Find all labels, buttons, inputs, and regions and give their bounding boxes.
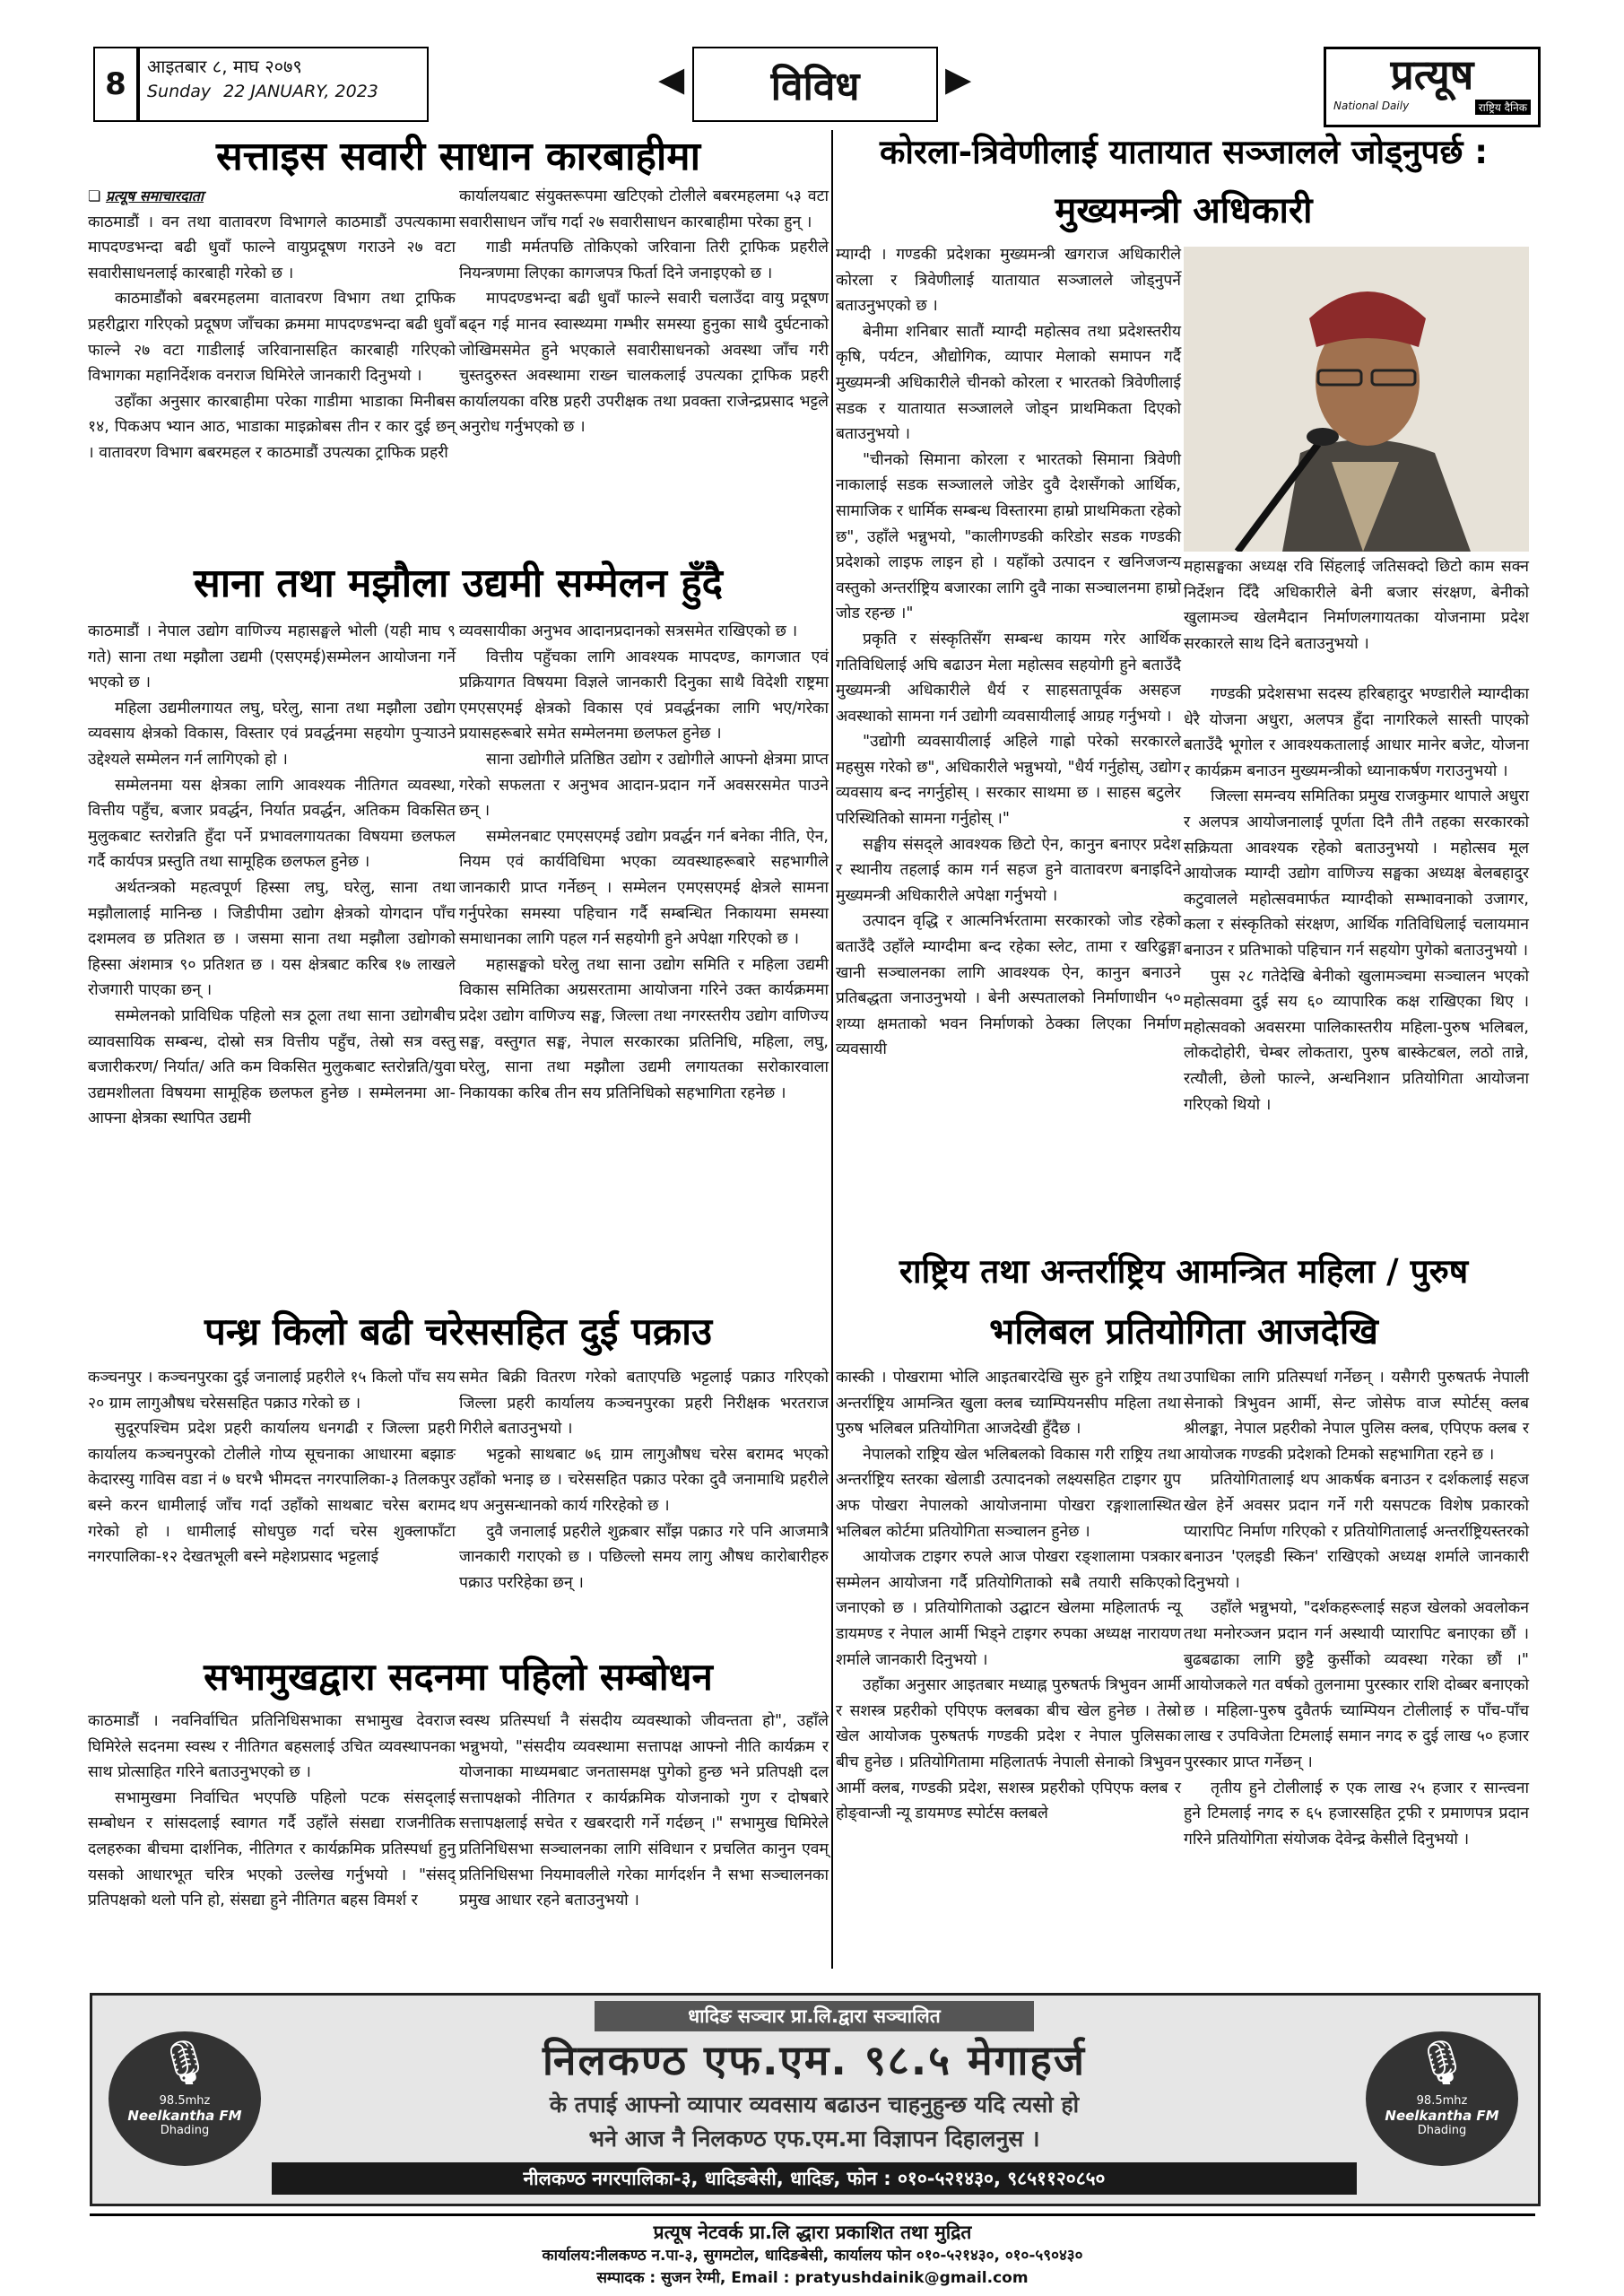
- ad-line-2: भने आज नै निलकण्ठ एफ.एम.मा विज्ञापन दिहालनुस ।: [588, 2126, 1040, 2152]
- section-title: विविध: [770, 64, 860, 109]
- paragraph: उहाँले भन्नुभयो, "दर्शकहरूलाई सहज खेलको अवलोकन तथा मनोरञ्जन प्रदान गर्न अस्थायी प्यारापिट बनाएका छौं । बुढबढाका लागि छुट्टै कुर्सीको व्यवस्था गरेका छौं ।" आयोजकले गत वर्षको तुलनामा पुरस्कार राशि दोब्बर बनाएको छ । महिला-पुरुष दुवैतर्फ च्याम्पियन टोलीलाई रु पाँच-पाँच लाख र उपविजेता टिमलाई समान नगद रु दुई लाख ५० हजार पुरस्कार प्राप्त गर्नेछन् ।: [1184, 1599, 1529, 1771]
- page-header: [86, 47, 1539, 126]
- ad-title: निलकण्ठ एफ.एम. ९८.५ मेगाहर्ज: [543, 2036, 1086, 2084]
- ad-logo-place: Dhading: [160, 2124, 210, 2137]
- portrait-illustration: [1184, 247, 1529, 552]
- byline-text: प्रत्यूष समाचारदाता: [105, 187, 204, 204]
- ad-logo-name: Neelkantha FM: [1385, 2108, 1499, 2124]
- article-6-col-2: [1184, 1365, 1529, 1852]
- ad-line-1: के तपाई आफ्नो व्यापार व्यवसाय बढाउन चाहनुहुन्छ यदि त्यसो हो: [549, 2092, 1080, 2118]
- paragraph: कञ्चनपुर । कञ्चनपुरका दुई जनालाई प्रहरीले १५ किलो पाँच सय २० ग्राम लागुऔषध चरेससहित पक्राउ गरेको छ ।: [88, 1369, 456, 1413]
- footer-publisher: प्रत्यूष नेटवर्क प्रा.लि द्धारा प्रकाशित तथा मुद्रित: [653, 2222, 972, 2243]
- logo-sub-nepali: राष्ट्रिय दैनिक: [1475, 100, 1531, 115]
- logo-text: प्रत्यूष: [1390, 50, 1474, 99]
- paragraph: काठमाडौं । नेपाल उद्योग वाणिज्य महासङ्घले भोली (यही माघ ९ गते) साना तथा मझौला उद्यमी (एसएमई)सम्मेलन आयोजना गर्ने भएको छ ।: [88, 622, 456, 692]
- date-box: [138, 47, 429, 122]
- paragraph: जिल्ला समन्वय समितिका प्रमुख राजकुमार थापाले अधुरा र अलपत्र आयोजनालाई पूर्णता दिनै तीनै तहका सरकारको सक्रियता आवश्यक रहेको बताउनुभयो । महोत्सव मूल आयोजक म्याग्दी उद्योग वाणिज्य सङ्घका अध्यक्ष बेलबहादुर कटुवालले महोत्सवमार्फत म्याग्दीको सम्भावनाको उजागर, कला र संस्कृतिको संरक्षण, आर्थिक गतिविधिलाई चलायमान बनाउन र प्रतिभाको पहिचान गर्न सहयोग पुगेको बताउनुभयो ।: [1184, 787, 1529, 960]
- paragraph: महासङ्घको घरेलु तथा साना उद्योग समिति र महिला उद्यमी विकास समितिका अग्रसरतामा आयोजना गरिने उक्त कार्यक्रममा प्रदेश उद्योग वाणिज्य सङ्घ, जिल्ला तथा नगरस्तरीय उद्योग वाणिज्य सङ्घ, वस्तुगत सङ्घ, नेपाल सरकारका प्रतिनिधि, महिला, लघु, घरेलु, साना तथा मझौला उद्यमी लगायतका सरोकारवाला निकायका करिब तीन सय प्रतिनिधिको सहभागिता रहनेछ ।: [459, 955, 829, 1102]
- paragraph: काठमाडौं । नवनिर्वाचित प्रतिनिधिसभाका सभामुख देवराज घिमिरेले सदनमा स्वस्थ र नीतिगत बहसलाई उचित व्यवस्थापनका साथ प्रोत्साहित गरिने बताउनुभएको छ ।: [88, 1712, 456, 1782]
- footer-office: कार्यालय:नीलकण्ठ न.पा-३, सुगमटोल, धादिङबेसी, कार्यालय फोन ०१०-५२१४३०, ०१०-५९०४३०: [542, 2247, 1083, 2265]
- paragraph: गण्डकी प्रदेशसभा सदस्य हरिबहादुर भण्डारीले म्याग्दीका धेरै योजना अधुरा, अलपत्र हुँदा नागरिकले सास्ती पाएको बताउँदै भूगोल र आवश्यकतालाई आधार मानेर बजेट, योजना र कार्यक्रम बनाउन मुख्यमन्त्रीको ध्यानाकर्षण गराउनुभयो ।: [1184, 685, 1529, 780]
- ad-left-logo: [109, 2031, 261, 2166]
- article-4-col-2: [459, 1709, 829, 1914]
- article-5-title-line-2: मुख्यमन्त्री अधिकारी: [1055, 190, 1313, 231]
- paragraph: पुस २८ गतेदेखि बेनीको खुलामञ्चमा सञ्चालन भएको महोत्सवमा दुई सय ६० व्यापारिक कक्ष राखिएका थिए । महोत्सवको अवसरमा पालिकास्तरीय महिला-पुरुष भलिबल, लोकदोहोरी, चेम्बर लोकतारा, पुरुष बास्केटबल, लठो तान्ने, रत्यौली, छेलो फाल्ने, अन्धनिशान प्रतियोगिता आयोजना गरिएको थियो ।: [1184, 967, 1529, 1114]
- footer: [90, 2221, 1535, 2290]
- paragraph: काठमाडौं । वन तथा वातावरण विभागले काठमाडौं उपत्यकामा मापदण्डभन्दा बढी धुवाँ फाल्ने वायुप्रदूषण गराउने २७ वटा सवारीसाधनलाई कारबाही गरेको छ ।: [88, 213, 456, 283]
- paragraph: उहाँका अनुसार कारबाहीमा परेका गाडीमा भाडाका मिनीबस १४, पिकअप भ्यान आठ, भाडाका माइक्रोबस तीन र कार दुई छन् । वातावरण विभाग बबरमहल र काठमाडौं उपत्यका ट्राफिक प्रहरी: [88, 392, 456, 462]
- article-1-col-2: [459, 184, 829, 440]
- caption-text: महासङ्घका अध्यक्ष रवि सिंहलाई जतिसक्दो छिटो काम सक्न निर्देशन दिँदै अधिकारीले बेनी बजार संरक्षण, बेनीको खुलामञ्च खेलमैदान निर्माणलगायतका योजनामा प्रदेश सरकारले साथ दिने बताउनुभयो ।: [1184, 558, 1529, 653]
- article-4-title: सभामुखद्वारा सदनमा पहिलो सम्बोधन: [204, 1655, 713, 1699]
- paragraph: तृतीय हुने टोलीलाई रु एक लाख २५ हजार र सान्त्वना हुने टिमलाई नगद रु ६५ हजारसहित ट्रफी र प्रमाणपत्र प्रदान गरिने प्रतियोगिता संयोजक देवेन्द्र केसीले दिनुभयो ।: [1184, 1779, 1529, 1848]
- paragraph: बेनीमा शनिबार सातौं म्याग्दी महोत्सव तथा प्रदेशस्तरीय कृषि, पर्यटन, औद्योगिक, व्यापार मेलाको समापन गर्दै मुख्यमन्त्री अधिकारीले चीनको कोरला र भारतको त्रिवेणीलाई सडक र यातायात सञ्जालले जोड्न प्राथमिकता दिएको बताउनुभयो ।: [836, 322, 1181, 444]
- paragraph: सुदूरपश्चिम प्रदेश प्रहरी कार्यालय धनगढी र जिल्ला प्रहरी कार्यालय कञ्चनपुरको टोलीले गोप्य सूचनाका आधारमा बझाङ केदारस्यु गाविस वडा नं ७ घरभै भीमदत्त नगरपालिका-३ तिलकपुर बस्ने करन धामीलाई जाँच गर्दा उहाँको साथबाट चरेस बरामद गरेको हो । धामीलाई सोधपुछ गर्दा चरेस शुक्लाफाँटा नगरपालिका-१२ देखतभूली बस्ने महेशप्रसाद भट्टलाई: [88, 1420, 456, 1567]
- paragraph: कार्यालयबाट संयुक्तरूपमा खटिएको टोलीले बबरमहलमा ५३ वटा सवारीसाधन जाँच गर्दा २७ सवारीसाधन कारबाहीमा परेका हुन् ।: [459, 187, 829, 231]
- article-2-col-1: [88, 619, 456, 1132]
- article-6-title-line-2: भलिबल प्रतियोगिता आजदेखि: [989, 1311, 1378, 1352]
- article-2-title: साना तथा मझौला उद्यमी सम्मेलन हुँदै: [193, 561, 724, 606]
- article-5-col-2: [1184, 682, 1529, 1118]
- paragraph: मापदण्डभन्दा बढी धुवाँ फाल्ने सवारी चलाउँदा वायु प्रदूषण बढ्न गई मानव स्वास्थ्यमा गम्भीर समस्या हुनुका साथै दुर्घटनाको जोखिमसमेत हुने भएकाले सवारीसाधनको अवस्था जाँच गरी चुस्तदुरुस्त अवस्थामा राख्न चालकलाई उपत्यका ट्राफिक प्रहरी कार्यालयका वरिष्ठ प्रहरी उपरीक्षक तथा प्रवक्ता राजेन्द्रप्रसाद भट्टले अनुरोध गर्नुभएको छ ।: [459, 290, 829, 437]
- footer-editor: सम्पादक : सुजन रेग्मी, Email : pratyushdainik@gmail.com: [596, 2269, 1029, 2287]
- article-5-col-1: [836, 242, 1181, 1063]
- paragraph: सम्मेलनको प्राविधिक पहिलो सत्र ठूला तथा साना उद्योगबीच व्यावसायिक सम्बन्ध, दोस्रो सत्र वित्तीय पहुँच, तेस्रो सत्र वस्तु बजारीकरण/ निर्यात/ अति कम विकसित मुलुकबाट स्तरोन्नति/युवा उद्यमशीलता विषयमा सामूहिक छलफल हुनेछ । सम्मेलनमा आ-आफ्ना क्षेत्रका स्थापित उद्यमी: [88, 1006, 456, 1128]
- ad-logo-place: Dhading: [1417, 2124, 1467, 2137]
- paragraph: साना उद्योगीले प्रतिष्ठित उद्योग र उद्योगीले आफ्नो क्षेत्रमा प्राप्त गरेको सफलता र अनुभव आदान-प्रदान गर्ने अवसरसमेत पाउने छन् ।: [459, 750, 829, 821]
- paragraph: सभामुखमा निर्वाचित भएपछि पहिलो पटक संसद्लाई सम्बोधन र सांसदलाई स्वागत गर्दै उहाँले संसद्या राजनीतिक दलहरुका बीचमा दार्शनिक, नीतिगत र कार्यक्रमिक प्रतिस्पर्धा हुनु यसको आधारभूत चरित्र भएको उल्लेख गर्नुभयो । "संसद् प्रतिपक्षको थलो पनि हो, संसद्या हुने नीतिगत बहस विमर्श र: [88, 1788, 456, 1910]
- paragraph: उहाँका अनुसार आइतबार मध्याह्न पुरुषतर्फ त्रिभुवन आर्मी र सशस्त्र प्रहरीको एपिएफ क्लबका बीच खेल हुनेछ । तेस्रो खेल आयोजक पुरुषतर्फ गण्डकी प्रदेश र नेपाल पुलिसका बीच हुनेछ । प्रतियोगितामा महिलातर्फ नेपाली सेनाको त्रिभुवन आर्मी क्लब, गण्डकी प्रदेश, सशस्त्र प्रहरीको एपिएफ क्लब र होङ्वान्जी न्यू डायमण्ड स्पोर्टस क्लबले: [836, 1676, 1181, 1823]
- ad-operated-by: [595, 2001, 1034, 2031]
- article-1-title: सत्ताइस सवारी साधान कारबाहीमा: [215, 134, 701, 179]
- paragraph: कास्की । पोखरामा भोलि आइतबारदेखि सुरु हुने राष्ट्रिय तथा अन्तर्राष्ट्रिय आमन्त्रित खुला क्लब च्याम्पियनसीप महिला तथा पुरुष भलिबल प्रतियोगिता आजदेखी हुँदैछ ।: [836, 1369, 1181, 1439]
- ad-address: नीलकण्ठ नगरपालिका-३, धादिङबेसी, धादिङ, फोन : ०१०-५२१४३०, ९८५११२०८५०: [523, 2168, 1106, 2189]
- paragraph: भट्टको साथबाट ७६ ग्राम लागुऔषध चरेस बरामद भएको उहाँको भनाइ छ । चरेससहित पक्राउ परेका दुवै जनामाथि प्रहरीले थप अनुसन्धानको कार्य गरिरहेको छ ।: [459, 1445, 829, 1515]
- paragraph: वित्तीय पहुँचका लागि आवश्यक मापदण्ड, कागजात एवं प्रक्रियागत विषयमा विज्ञले जानकारी दिनुका साथै विदेशी राष्ट्रमा एमएसएमई क्षेत्रको विकास एवं प्रवर्द्धनका लागि भए/गरेका प्रयासहरूबारे समेत सम्मेलनमा छलफल हुनेछ ।: [459, 648, 829, 744]
- next-section-arrow[interactable]: ▶: [945, 59, 972, 99]
- byline-icon: ❏: [88, 187, 106, 204]
- paragraph: सम्मेलनबाट एमएसएमई उद्योग प्रवर्द्धन गर्न बनेका नीति, ऐन, नियम एवं कार्यविधिमा भएका व्यवस्थाहरूबारे सहभागीले जानकारी प्राप्त गर्नेछन् । सम्मेलन एमएसएमई क्षेत्रले सामना गर्नुपरेका समस्या पहिचान गर्दै सम्बन्धित निकायमा समस्या समाधानका लागि पहल गर्न सहयोगी हुने अपेक्षा गरिएको छ ।: [459, 827, 829, 949]
- article-5-title-line-1: कोरला-त्रिवेणीलाई यातायात सञ्जालले जोड्नुपर्छ :: [879, 133, 1489, 171]
- column-divider: [831, 130, 833, 1969]
- ad-logo-name: Neelkantha FM: [127, 2108, 242, 2124]
- fm-advertisement[interactable]: [90, 1993, 1541, 2206]
- paragraph: "चीनको सिमाना कोरला र भारतको सिमाना त्रिवेणी नाकालाई सडक सञ्जालले जोडेर दुवै देशसँगको आर्थिक, सामाजिक र धार्मिक सम्बन्ध विस्तारमा हाम्रो प्राथमिकता रहेको छ", उहाँले भन्नुभयो, "कालीगण्डकी करिडोर सडक गण्डकी प्रदेशको लाइफ लाइन हो । यहाँको उत्पादन र खनिजजन्य वस्तुको अन्तर्राष्ट्रिय बजारका लागि दुवै नाका सञ्चालनमा हाम्रो जोड रहन्छ ।": [836, 450, 1181, 623]
- paragraph: उत्पादन वृद्धि र आत्मनिर्भरतामा सरकारको जोड रहेको बताउँदै उहाँले म्याग्दीमा बन्द रहेका स्लेट, तामा र खरिढुङ्गा खानी सञ्चालनका लागि आवश्यक ऐन, कानुन बनाउने प्रतिबद्धता जनाउनुभयो । बेनी अस्पतालको निर्माणाधीन ५० शय्या क्षमताको भवन निर्माणको ठेक्का लिएका निर्माण व्यवसायी: [836, 912, 1181, 1059]
- paragraph: काठमाडौंको बबरमहलमा वातावरण विभाग तथा ट्राफिक प्रहरीद्वारा गरिएको प्रदूषण जाँचका क्रममा मापदण्डभन्दा बढी धुवाँ फाल्ने २७ वटा गाडीलाई जरिवानासहित कारबाही गरिएको विभागका महानिर्देशक वनराज घिमिरेले जानकारी दिनुभयो ।: [88, 290, 456, 386]
- date-nepali: आइतबार ८, माघ २०७९: [147, 56, 302, 77]
- ad-operated-by-text: धादिङ सञ्चार प्रा.लि.द्वारा सञ्चालित: [688, 2005, 941, 2027]
- byline: [88, 184, 456, 210]
- chief-minister-photo: [1184, 247, 1529, 552]
- ad-logo-freq: 98.5mhz: [1416, 2094, 1468, 2108]
- article-3-title: पन्ध्र किलो बढी चरेससहित दुई पक्राउ: [204, 1309, 713, 1353]
- prev-section-arrow[interactable]: ◀: [658, 59, 685, 99]
- photo-caption: [1184, 554, 1529, 657]
- page-number-box: [93, 47, 138, 122]
- paragraph: सम्मेलनमा यस क्षेत्रका लागि आवश्यक नीतिगत व्यवस्था, वित्तीय पहुँच, बजार प्रवर्द्धन, निर्यात प्रवर्द्धन, अतिकम विकसित मुलुकबाट स्तरोन्नति हुँदा पर्ने प्रभावलगायतका विषयमा छलफल गर्दै कार्यपत्र प्रस्तुति तथा सामूहिक छलफल हुनेछ ।: [88, 776, 456, 872]
- article-4-col-1: [88, 1709, 456, 1914]
- paragraph: महिला उद्यमीलगायत लघु, घरेलु, साना तथा मझौला उद्योग व्यवसाय क्षेत्रको विकास, विस्तार एवं प्रवर्द्धनमा सहयोग पुऱ्याउने उद्देश्यले सम्मेलन गर्न लागिएको हो ।: [88, 699, 456, 769]
- paragraph: गाडी मर्मतपछि तोकिएको जरिवाना तिरी ट्राफिक प्रहरीले नियन्त्रणमा लिएका कागजपत्र फिर्ता दिने जनाइएको छ ।: [459, 239, 829, 283]
- paragraph: समेत बिक्री वितरण गरेको बताएपछि भट्टलाई पक्राउ गरिएको जिल्ला प्रहरी कार्यालय कञ्चनपुरका प्रहरी निरीक्षक भरतराज गिरीले बताउनुभयो ।: [459, 1369, 829, 1439]
- paragraph: प्रकृति र संस्कृतिसँग सम्बन्ध कायम गरेर आर्थिक गतिविधिलाई अघि बढाउन मेला महोत्सव सहयोगी हुने बताउँदै मुख्यमन्त्री अधिकारीले धैर्य र साहसतापूर्वक असहज अवस्थाको सामना गर्न उद्योगी व्यवसायीलाई आग्रह गर्नुभयो ।: [836, 630, 1181, 726]
- section-title-box: [692, 47, 938, 122]
- logo-sub-english: National Daily: [1333, 100, 1410, 112]
- microphone-icon: 🎙: [1414, 2038, 1470, 2088]
- article-1-col-1: [88, 184, 456, 466]
- paragraph: अर्थतन्त्रको महत्वपूर्ण हिस्सा लघु, घरेलु, साना तथा मझौलालाई मानिन्छ । जिडीपीमा उद्योग क्षेत्रको योगदान पाँच दशमलव छ प्रतिशत छ । जसमा साना तथा मझौला उद्योगको हिस्सा अंशमात्र ९० प्रतिशत छ । यस क्षेत्रबाट करिब १७ लाखले रोजगारी पाएका छन् ।: [88, 878, 456, 1000]
- paragraph: नेपालको राष्ट्रिय खेल भलिबलको विकास गरी राष्ट्रिय तथा अन्तर्राष्ट्रिय स्तरका खेलाडी उत्पादनको लक्ष्यसहित टाइगर ग्रुप अफ पोखरा नेपालको आयोजनामा पोखरा रङ्गशालास्थित भलिबल कोर्टमा प्रतियोगिता सञ्चालन हुनेछ ।: [836, 1445, 1181, 1541]
- paragraph: स्वस्थ प्रतिस्पर्धा नै संसदीय व्यवस्थाको जीवन्तता हो", उहाँले भन्नुभयो, "संसदीय व्यवस्थामा सत्तापक्ष आफ्नो नीति कार्यक्रम र योजनाका माध्यमबाट जनतासमक्ष पुगेको हुन्छ भने प्रतिपक्षी दल सत्तापक्षको नीतिगत र कार्यक्रमिक योजनाको गुण र दोषबारे सत्तापक्षलाई सचेत र खबरदारी गर्ने गर्दछन् ।" सभामुख घिमिरेले प्रतिनिधिसभा सञ्चालनका लागि संविधान र प्रचलित कानुन एवम् प्रतिनिधिसभा नियमावलीले गरेका मार्गदर्शन नै सभा सञ्चालनका प्रमुख आधार रहने बताउनुभयो ।: [459, 1712, 829, 1910]
- date-english: 22 JANUARY, 2023: [223, 82, 378, 101]
- paragraph: "उद्योगी व्यवसायीलाई अहिले गाह्रो परेको सरकारले महसुस गरेको छ", अधिकारीले भन्नुभयो, "धैर्य गर्नुहोस्, उद्योग व्यवसाय बन्द नगर्नुहोस् । सरकार साथमा छ । साहस बटुलेर परिस्थितिको सामना गर्नुहोस् ।": [836, 733, 1181, 829]
- paragraph: उपाधिका लागि प्रतिस्पर्धा गर्नेछन् । यसैगरी पुरुषतर्फ नेपाली सेनाको त्रिभुवन आर्मी, सेन्ट जोसेफ वाज स्पोर्टस् क्लब श्रीलङ्का, नेपाल प्रहरीको नेपाल पुलिस क्लब, एपिएफ क्लब र आयोजक गण्डकी प्रदेशको टिमको सहभागिता रहने छ ।: [1184, 1369, 1529, 1464]
- article-6-col-1: [836, 1365, 1181, 1827]
- paragraph: आयोजक टाइगर रुपले आज पोखरा रङ्शालामा पत्रकार सम्मेलन आयोजना गर्दै प्रतियोगिताको सबै तयारी सकिएको जनाएको छ । प्रतियोगिताको उद्घाटन खेलमा महिलातर्फ न्यू डायमण्ड र नेपाल आर्मी भिड्ने टाइगर रुपका अध्यक्ष नारायण शर्माले जानकारी दिनुभयो ।: [836, 1548, 1181, 1669]
- ad-address-bar: [272, 2162, 1357, 2195]
- paragraph: व्यवसायीका अनुभव आदानप्रदानको सत्रसमेत राखिएको छ ।: [459, 622, 798, 640]
- article-3-col-1: [88, 1365, 456, 1570]
- article-6-title-line-1: राष्ट्रिय तथा अन्तर्राष्ट्रिय आमन्त्रित महिला / पुरुष: [899, 1252, 1469, 1291]
- date-english-day: Sunday: [147, 82, 212, 101]
- page-number: 8: [105, 66, 126, 102]
- paragraph: म्याग्दी । गण्डकी प्रदेशका मुख्यमन्त्री खगराज अधिकारीले कोरला र त्रिवेणीलाई यातायात सञ्जालले जोड्नुपर्ने बताउनुभएको छ ।: [836, 246, 1181, 316]
- footer-rule: [90, 2213, 1535, 2216]
- ad-logo-freq: 98.5mhz: [159, 2094, 211, 2108]
- paragraph: दुवै जनालाई प्रहरीले शुक्रबार साँझ पक्राउ गरे पनि आजमात्रै जानकारी गराएको छ । पछिल्लो समय लागु औषध कारोबारीहरु पक्राउ पररिहेका छन् ।: [459, 1522, 829, 1592]
- microphone-icon: 🎙: [157, 2038, 213, 2088]
- ad-right-logo: [1366, 2031, 1518, 2166]
- article-3-col-2: [459, 1365, 829, 1596]
- article-2-col-2: [459, 619, 829, 1106]
- paragraph: सङ्घीय संसद्ले आवश्यक छिटो ऐन, कानुन बनाएर प्रदेश र स्थानीय तहलाई काम गर्न सहज हुने वातावरण बनाइदिने मुख्यमन्त्री अधिकारीले अपेक्षा गर्नुभयो ।: [836, 835, 1181, 905]
- paragraph: प्रतियोगितालाई थप आकर्षक बनाउन र दर्शकलाई सहज खेल हेर्ने अवसर प्रदान गर्ने गरी यसपटक विशेष प्रकारको प्यारापिट निर्माण गरिएको र प्रतियोगितालाई अन्तर्राष्ट्रियस्तरको बनाउन 'एलइडी स्किन' राखिएको अध्यक्ष शर्माले जानकारी दिनुभयो ।: [1184, 1471, 1529, 1592]
- masthead-logo: [1324, 47, 1541, 127]
